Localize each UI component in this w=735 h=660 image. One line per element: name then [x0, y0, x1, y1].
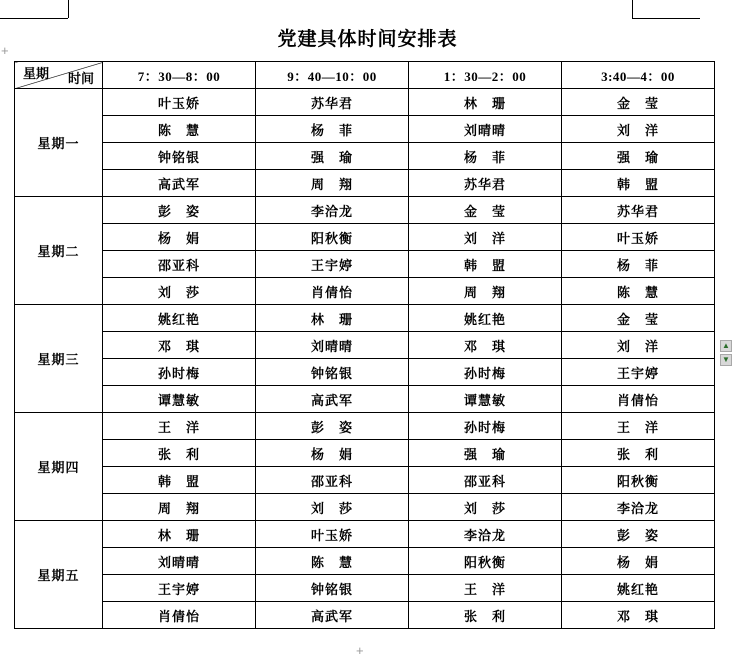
name-cell: 谭慧敏: [103, 386, 256, 413]
table-row: [15, 413, 715, 440]
name-cell: 肖倩怡: [256, 278, 409, 305]
name-cell: 周 翔: [256, 170, 409, 197]
name-cell: 金 莹: [409, 197, 562, 224]
name-cell: 刘晴晴: [103, 548, 256, 575]
table-row: [15, 89, 715, 116]
name-cell: 姚红艳: [562, 575, 715, 602]
scroll-down-icon[interactable]: ▼: [720, 354, 732, 366]
schedule-table: [14, 61, 715, 629]
name-cell: 彭 姿: [256, 413, 409, 440]
weekday-cell: 星期四: [15, 413, 103, 521]
name-cell: 王 洋: [103, 413, 256, 440]
name-cell: 阳秋衡: [409, 548, 562, 575]
name-cell: 林 珊: [256, 305, 409, 332]
name-cell: 孙时梅: [103, 359, 256, 386]
name-cell: 强 瑜: [409, 440, 562, 467]
name-cell: 刘 莎: [256, 494, 409, 521]
name-cell: 钟铭银: [256, 359, 409, 386]
name-cell: 刘晴晴: [256, 332, 409, 359]
name-cell: 姚红艳: [409, 305, 562, 332]
name-cell: 肖倩怡: [562, 386, 715, 413]
corner-header-cell: [15, 62, 103, 89]
name-cell: 杨 菲: [562, 251, 715, 278]
name-cell: 杨 娟: [256, 440, 409, 467]
name-cell: 邵亚科: [256, 467, 409, 494]
table-row: [15, 386, 715, 413]
table-row: [15, 305, 715, 332]
left-page-marker: +: [1, 43, 9, 58]
name-cell: 邓 琪: [103, 332, 256, 359]
table-row: [15, 548, 715, 575]
table-row: [15, 359, 715, 386]
table-row: [15, 278, 715, 305]
name-cell: 韩 盟: [409, 251, 562, 278]
name-cell: 彭 姿: [103, 197, 256, 224]
crop-mark-top-left-vertical: [68, 0, 69, 18]
weekday-cell: 星期一: [15, 89, 103, 197]
name-cell: 苏华君: [562, 197, 715, 224]
name-cell: 杨 娟: [562, 548, 715, 575]
name-cell: 姚红艳: [103, 305, 256, 332]
name-cell: 王 洋: [409, 575, 562, 602]
scroll-indicator[interactable]: [720, 340, 732, 368]
name-cell: 陈 慧: [562, 278, 715, 305]
name-cell: 孙时梅: [409, 359, 562, 386]
name-cell: 韩 盟: [103, 467, 256, 494]
table-row: [15, 467, 715, 494]
weekday-axis-label: 星期: [23, 66, 50, 81]
table-row: [15, 332, 715, 359]
name-cell: 强 瑜: [256, 143, 409, 170]
weekday-cell: 星期五: [15, 521, 103, 629]
name-cell: 杨 菲: [409, 143, 562, 170]
crop-mark-top-right-vertical: [632, 0, 633, 18]
name-cell: 高武军: [256, 386, 409, 413]
name-cell: 周 翔: [409, 278, 562, 305]
name-cell: 陈 慧: [103, 116, 256, 143]
name-cell: 刘 洋: [409, 224, 562, 251]
scroll-up-icon[interactable]: ▲: [720, 340, 732, 352]
crop-mark-top-right-horizontal: [632, 18, 700, 19]
name-cell: 王宇婷: [562, 359, 715, 386]
name-cell: 彭 姿: [562, 521, 715, 548]
table-row: [15, 224, 715, 251]
name-cell: 李洽龙: [256, 197, 409, 224]
name-cell: 张 利: [409, 602, 562, 629]
name-cell: 邓 琪: [409, 332, 562, 359]
name-cell: 叶玉娇: [562, 224, 715, 251]
name-cell: 刘晴晴: [409, 116, 562, 143]
name-cell: 周 翔: [103, 494, 256, 521]
name-cell: 苏华君: [409, 170, 562, 197]
name-cell: 刘 莎: [103, 278, 256, 305]
time-slot-header: 7：30—8：00: [103, 62, 256, 89]
name-cell: 韩 盟: [562, 170, 715, 197]
time-slot-header: 9：40—10：00: [256, 62, 409, 89]
table-row: [15, 251, 715, 278]
name-cell: 杨 娟: [103, 224, 256, 251]
table-row: [15, 440, 715, 467]
name-cell: 李洽龙: [409, 521, 562, 548]
bottom-page-marker: +: [356, 643, 364, 658]
crop-mark-top-left-horizontal: [0, 18, 68, 19]
name-cell: 肖倩怡: [103, 602, 256, 629]
name-cell: 李洽龙: [562, 494, 715, 521]
table-row: [15, 116, 715, 143]
name-cell: 金 莹: [562, 305, 715, 332]
name-cell: 钟铭银: [256, 575, 409, 602]
name-cell: 陈 慧: [256, 548, 409, 575]
time-axis-label: 时间: [67, 71, 94, 86]
name-cell: 张 利: [562, 440, 715, 467]
name-cell: 阳秋衡: [562, 467, 715, 494]
table-row: [15, 170, 715, 197]
name-cell: 王 洋: [562, 413, 715, 440]
name-cell: 强 瑜: [562, 143, 715, 170]
table-row: [15, 494, 715, 521]
name-cell: 苏华君: [256, 89, 409, 116]
name-cell: 邵亚科: [409, 467, 562, 494]
weekday-cell: 星期二: [15, 197, 103, 305]
page-title: 党建具体时间安排表: [277, 29, 458, 50]
name-cell: 张 利: [103, 440, 256, 467]
name-cell: 刘 莎: [409, 494, 562, 521]
name-cell: 刘 洋: [562, 332, 715, 359]
name-cell: 高武军: [256, 602, 409, 629]
name-cell: 杨 菲: [256, 116, 409, 143]
table-row: [15, 143, 715, 170]
table-row: [15, 197, 715, 224]
name-cell: 金 莹: [562, 89, 715, 116]
name-cell: 林 珊: [103, 521, 256, 548]
time-slot-header: 1：30—2：00: [409, 62, 562, 89]
table-header-row: [15, 62, 715, 89]
name-cell: 邵亚科: [103, 251, 256, 278]
name-cell: 高武军: [103, 170, 256, 197]
name-cell: 邓 琪: [562, 602, 715, 629]
table-row: [15, 575, 715, 602]
time-slot-header: 3:40—4：00: [562, 62, 715, 89]
name-cell: 刘 洋: [562, 116, 715, 143]
weekday-cell: 星期三: [15, 305, 103, 413]
name-cell: 叶玉娇: [256, 521, 409, 548]
name-cell: 王宇婷: [256, 251, 409, 278]
table-row: [15, 602, 715, 629]
name-cell: 叶玉娇: [103, 89, 256, 116]
name-cell: 王宇婷: [103, 575, 256, 602]
name-cell: 钟铭银: [103, 143, 256, 170]
name-cell: 林 珊: [409, 89, 562, 116]
name-cell: 孙时梅: [409, 413, 562, 440]
table-row: [15, 521, 715, 548]
name-cell: 谭慧敏: [409, 386, 562, 413]
name-cell: 阳秋衡: [256, 224, 409, 251]
